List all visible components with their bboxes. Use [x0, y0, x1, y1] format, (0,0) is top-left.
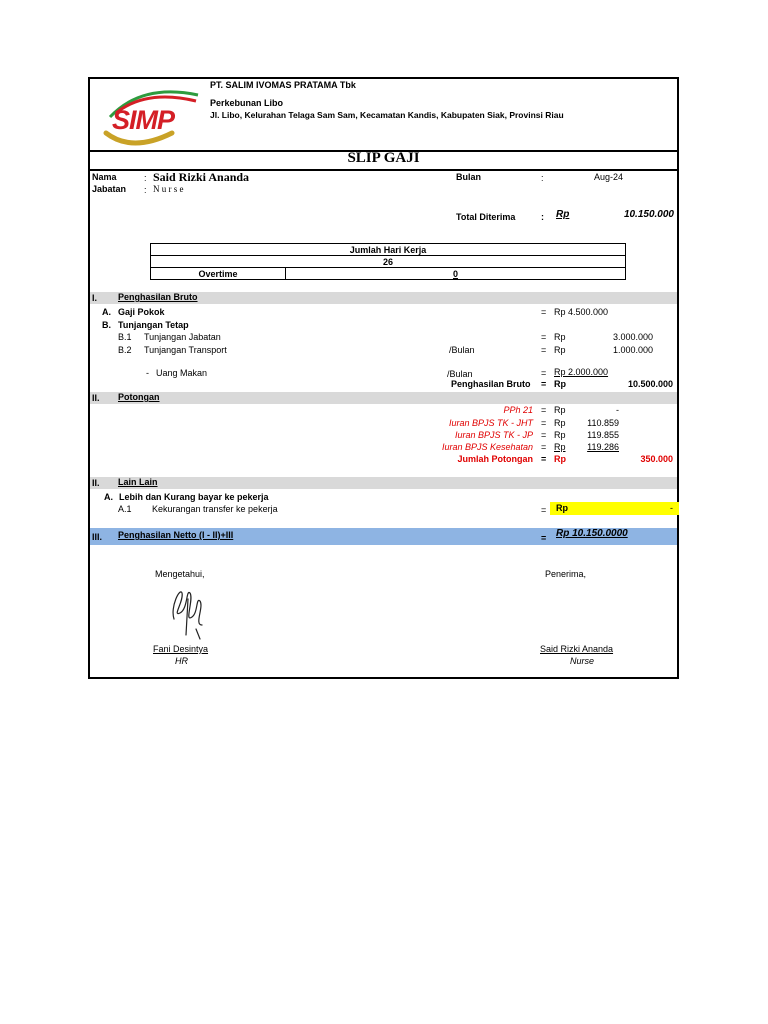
position-colon: :	[144, 185, 147, 195]
allowance-item-currency: Rp	[554, 332, 566, 342]
section-band	[90, 392, 677, 404]
section-other-title: Lain Lain	[118, 477, 158, 487]
allowance-item-eq: =	[541, 345, 547, 355]
section-band	[90, 477, 677, 489]
gross-total-value: 10.500.000	[627, 379, 673, 389]
total-currency: Rp	[556, 209, 570, 220]
deduction-value: 110.859	[587, 418, 619, 428]
position-label: Jabatan	[92, 184, 127, 194]
allowance-item-value: 3.000.000	[612, 332, 653, 342]
allowance-item-label: Tunjangan Transport	[144, 345, 227, 355]
other-item-currency: Rp	[556, 503, 568, 513]
left-signer-role: HR	[175, 656, 188, 666]
other-item-value: -	[670, 503, 673, 513]
other-item-label: Kekurangan transfer ke pekerja	[152, 504, 278, 514]
deduction-label: PPh 21	[503, 405, 533, 415]
deduction-eq: =	[541, 430, 547, 440]
other-sub-label: Lebih dan Kurang bayar ke pekerja	[119, 492, 269, 502]
deduction-eq: =	[541, 442, 547, 452]
section-gross-title: Penghasilan Bruto	[118, 292, 198, 302]
total-value: 10.150.000	[623, 209, 674, 220]
company-logo	[102, 83, 202, 149]
deduction-value: 119.855	[587, 430, 619, 440]
meal-unit: /Bulan	[447, 369, 473, 379]
deduction-label: Iuran BPJS Kesehatan	[441, 442, 533, 452]
deduction-total-currency: Rp	[554, 454, 566, 464]
other-item-code: A.1	[118, 504, 132, 514]
allowance-item-currency: Rp	[554, 345, 566, 355]
gross-total-currency: Rp	[554, 379, 566, 389]
work-days-table	[150, 243, 626, 280]
overtime-value: 0	[286, 268, 626, 280]
section-other-num: II.	[92, 478, 100, 488]
section-net-eq: =	[541, 533, 547, 543]
gross-total-label: Penghasilan Bruto	[451, 379, 531, 389]
allowance-item-value: 1.000.000	[612, 345, 653, 355]
month-label: Bulan	[456, 172, 482, 182]
total-label: Total Diterima	[456, 212, 516, 222]
right-signer-role: Nurse	[570, 656, 595, 666]
deduction-eq: =	[541, 405, 547, 415]
allowance-item-label: Tunjangan Jabatan	[144, 332, 221, 342]
deduction-total-value: 350.000	[640, 454, 673, 464]
meal-dash: -	[146, 368, 149, 378]
work-days-header: Jumlah Hari Kerja	[151, 244, 626, 256]
logo-text: SIMP	[112, 105, 175, 135]
other-item-eq: =	[541, 505, 547, 515]
deduction-eq: =	[541, 418, 547, 428]
left-signer-name: Fani Desintya	[153, 644, 209, 654]
month-value: Aug-24	[594, 172, 624, 182]
highlight-cell	[550, 502, 679, 515]
deduction-value: 119.286	[587, 442, 619, 452]
right-signature-caption: Penerima,	[545, 569, 587, 579]
deduction-currency: Rp	[554, 430, 566, 440]
deduction-currency: Rp	[554, 418, 566, 428]
name-colon: :	[144, 173, 147, 183]
overtime-label: Overtime	[151, 268, 286, 280]
salary-slip	[88, 77, 679, 679]
deduction-value: -	[616, 405, 619, 415]
basic-eq: =	[541, 307, 547, 317]
other-sub-code: A.	[104, 492, 113, 502]
deduction-total-eq: =	[541, 454, 547, 464]
name-label: Nama	[92, 172, 117, 182]
allowance-label: Tunjangan Tetap	[118, 320, 189, 330]
section-net-title: Penghasilan Netto (I - II)+III	[118, 530, 234, 540]
deduction-total-label: Jumlah Potongan	[457, 454, 533, 464]
month-colon: :	[541, 173, 544, 183]
meal-value: Rp 2.000.000	[554, 367, 609, 377]
total-value-cell	[556, 209, 674, 220]
company-name: PT. SALIM IVOMAS PRATAMA Tbk	[210, 80, 356, 90]
deduction-label: Iuran BPJS TK - JHT	[448, 418, 533, 428]
section-deduction-title: Potongan	[118, 392, 160, 402]
deduction-currency: Rp	[554, 405, 566, 415]
allowance-item-unit: /Bulan	[449, 345, 475, 355]
basic-code: A.	[102, 307, 111, 317]
allowance-item-eq: =	[541, 332, 547, 342]
allowance-item-code: B.2	[118, 345, 132, 355]
section-deduction-num: II.	[92, 393, 100, 403]
basic-value: Rp 4.500.000	[554, 307, 609, 317]
slip-title: SLIP GAJI	[347, 150, 420, 166]
work-days-value: 26	[151, 256, 626, 268]
gross-total-eq: =	[541, 379, 547, 389]
employee-name: Said Rizki Ananda	[153, 170, 250, 184]
section-net-value: Rp 10.150.0000	[556, 528, 628, 539]
company-address: Jl. Libo, Kelurahan Telaga Sam Sam, Kecamatan Kandis, Kabupaten Siak, Provinsi Riau	[210, 110, 564, 120]
signature-icon	[166, 579, 212, 643]
left-signature-caption: Mengetahui,	[155, 569, 205, 579]
basic-label: Gaji Pokok	[118, 307, 165, 317]
meal-eq: =	[541, 368, 547, 378]
company-unit: Perkebunan Libo	[210, 98, 284, 108]
deduction-currency: Rp	[554, 442, 566, 452]
section-net-num: III.	[92, 532, 103, 542]
section-gross-num: I.	[92, 293, 98, 303]
right-signer-name: Said Rizki Ananda	[540, 644, 614, 654]
total-colon: :	[541, 212, 544, 222]
deduction-label: Iuran BPJS TK - JP	[454, 430, 533, 440]
allowance-item-code: B.1	[118, 332, 132, 342]
allowance-code: B.	[102, 320, 111, 330]
employee-position: N u r s e	[153, 184, 184, 194]
meal-label: Uang Makan	[156, 368, 208, 378]
